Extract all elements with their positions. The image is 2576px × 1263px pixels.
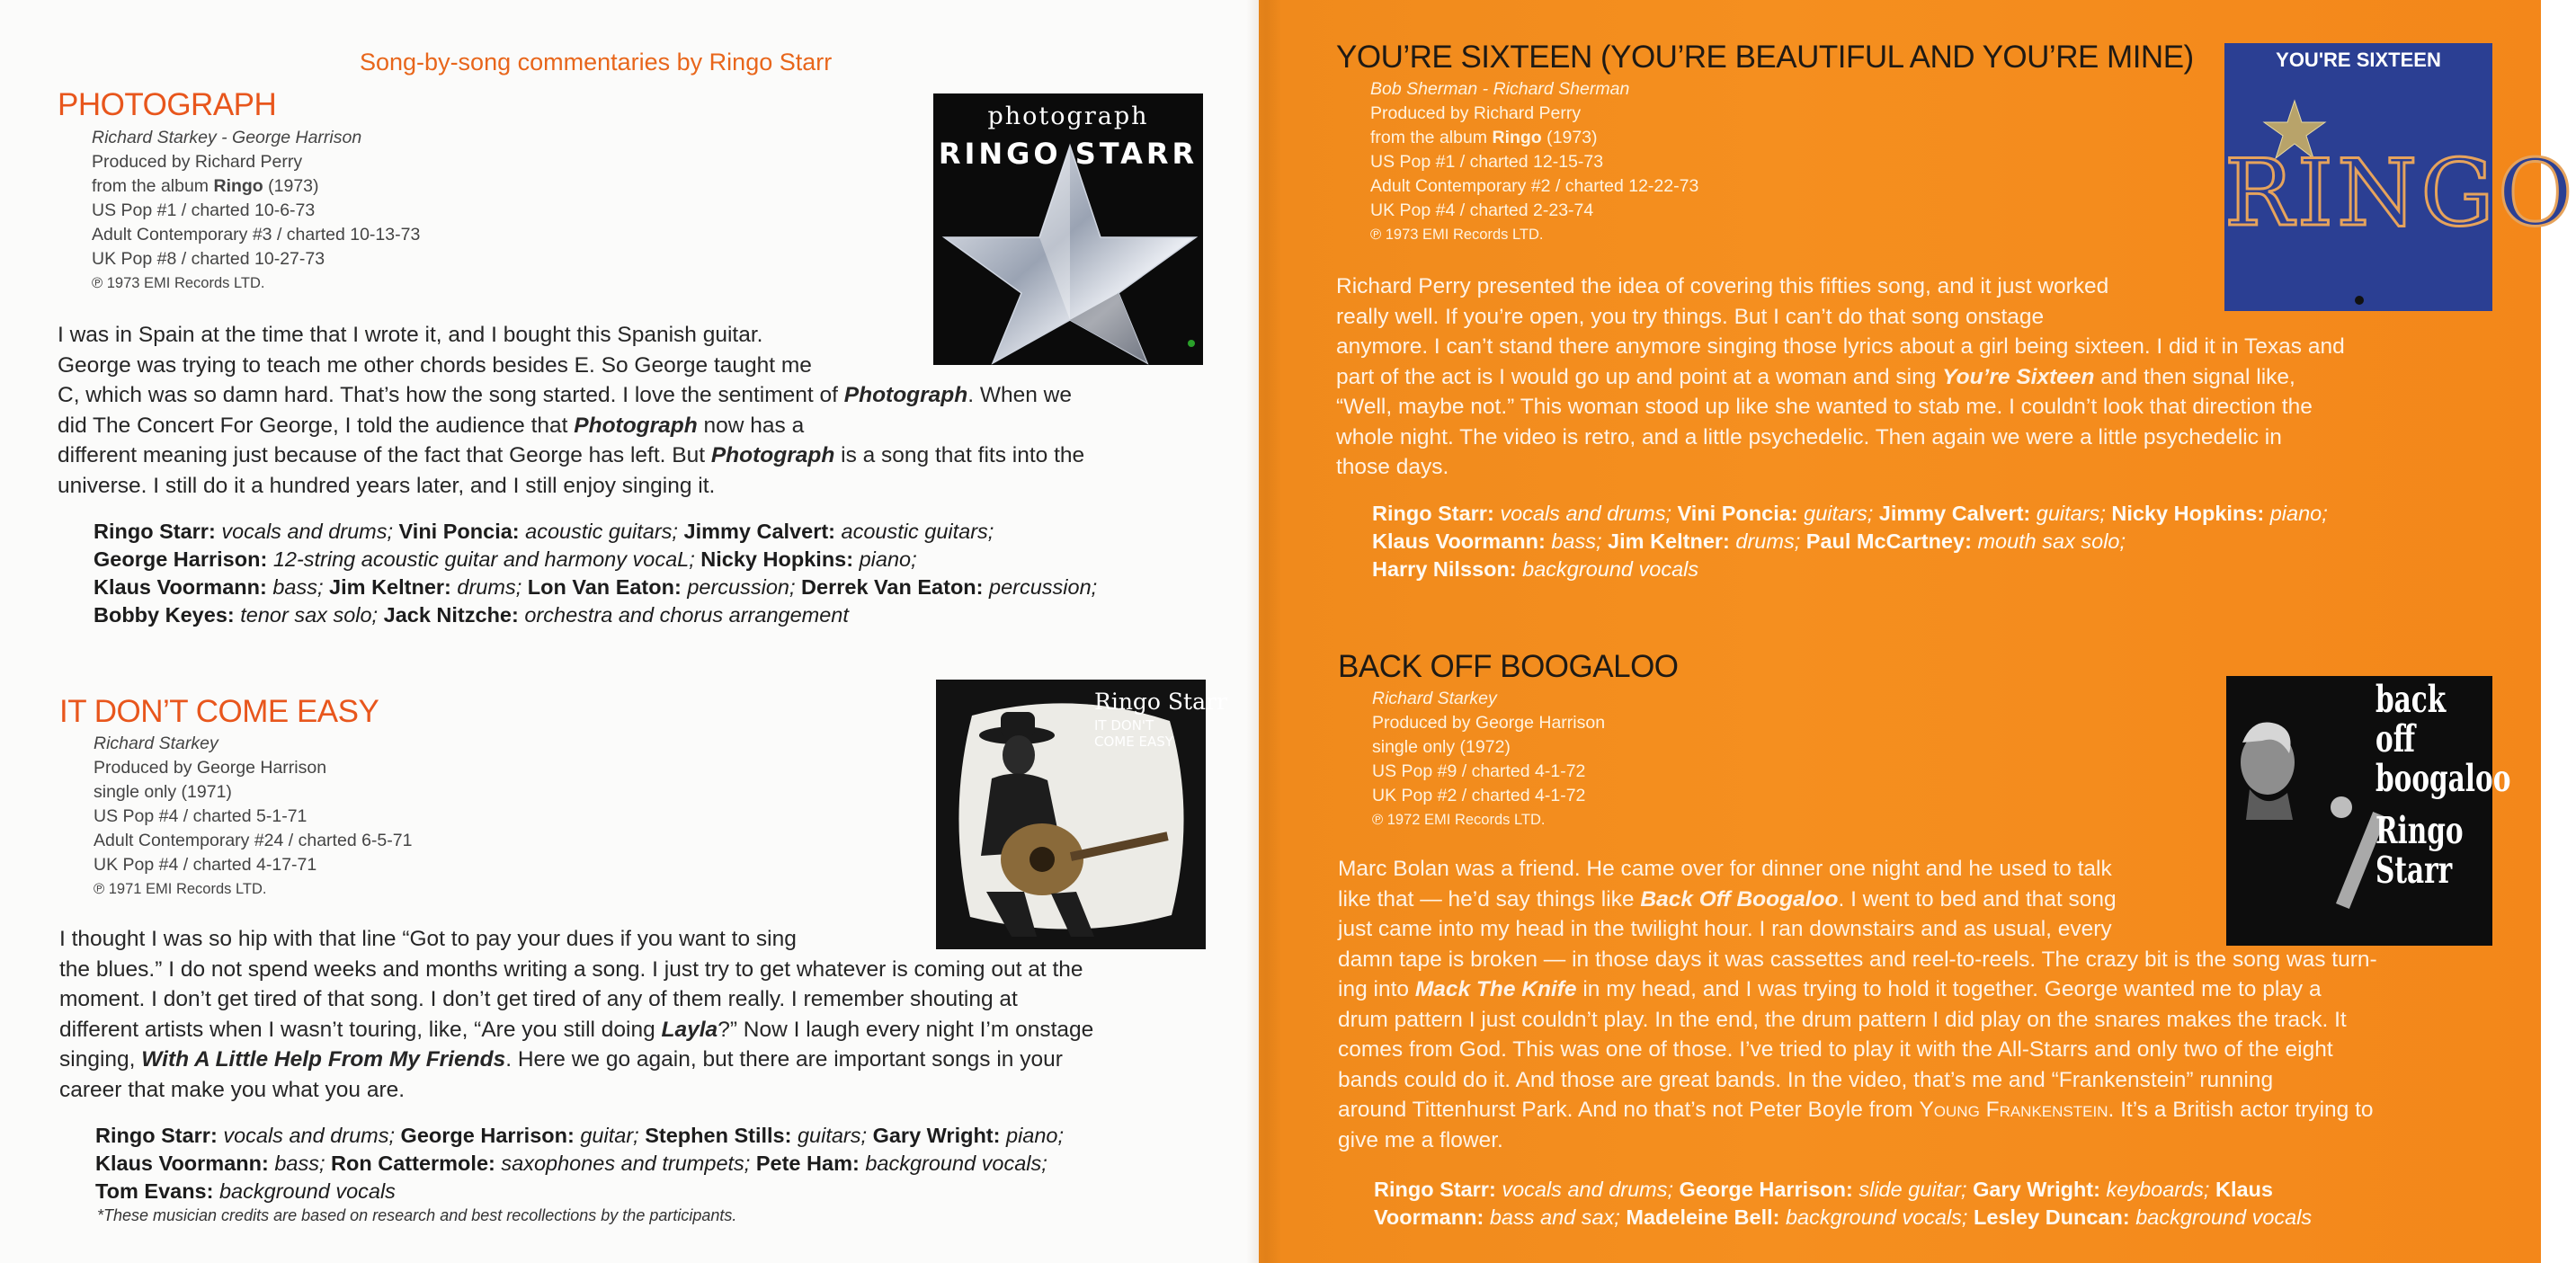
song-title-back-off-boogaloo: BACK OFF BOOGALOO (1338, 649, 1679, 684)
credit-line: Ringo Starr: vocals and drums; Vini Poncia: acoustic guitars; Jimmy Calvert: acoustic guitars; (94, 520, 994, 543)
story-line: C, which was so damn hard. That’s how the song started. I love the sentiment of Photograph. When we (58, 383, 1072, 407)
story-line: singing, With A Little Help From My Friends. Here we go again, but there are important songs in your (59, 1047, 1063, 1072)
credit-line: Klaus Voormann: bass; Ron Cattermole: saxophones and trumpets; Pete Ham: background vocals; (95, 1152, 1047, 1175)
story-youre-sixteen (1336, 271, 2523, 483)
release-line: single only (1972) (1372, 737, 1511, 757)
story-line: I was in Spain at the time that I wrote it, and I bought this Spanish guitar. (58, 323, 763, 347)
svg-text:RINGO STARR: RINGO STARR (938, 137, 1199, 171)
song-meta-back-off-boogaloo (1372, 687, 1605, 832)
cover-title: Ringo Starr (1094, 689, 1227, 715)
writers: Richard Starkey - George Harrison (92, 128, 362, 147)
song-meta-it-dont-come-easy (94, 732, 412, 902)
credits-youre-sixteen (1372, 500, 2328, 583)
story-line: Marc Bolan was a friend. He came over for dinner one night and he used to talk (1338, 857, 2112, 881)
book-gutter (1246, 0, 1282, 1263)
cover-subtitle: IT DON'T COME EASY (1094, 717, 1173, 750)
story-line: bands could do it. And those are great bands. In the video, that’s me and “Frankenstein” running (1338, 1067, 2274, 1092)
credit-line: Klaus Voormann: bass; Jim Keltner: drums; Lon Van Eaton: percussion; Derrek Van Eaton: percussion; (94, 575, 1098, 599)
producer: Produced by Richard Perry (92, 152, 303, 172)
producer: Produced by George Harrison (94, 758, 327, 778)
chart-line: US Pop #1 / charted 12-15-73 (1370, 152, 1604, 172)
chart-line: UK Pop #2 / charted 4-1-72 (1372, 786, 1586, 805)
cover-text: back off boogaloo Ringo Starr (2375, 678, 2511, 892)
left-page (0, 0, 1259, 1263)
copyright: ℗ 1971 EMI Records LTD. (94, 881, 267, 897)
story-line: “Well, maybe not.” This woman stood up like she wanted to stab me. I couldn’t look that direction the (1336, 395, 2313, 419)
story-line: ing into Mack The Knife in my head, and I was trying to hold it together. George wanted me to play a (1338, 977, 2322, 1001)
svg-text:photograph: photograph (987, 102, 1149, 130)
writers: Bob Sherman - Richard Sherman (1370, 79, 1630, 99)
story-line: like that — he’d say things like Back Off Boogaloo. I went to bed and that song (1338, 886, 2117, 912)
song-title-it-dont-come-easy: IT DON’T COME EASY (59, 694, 379, 729)
story-line: comes from God. This was one of those. I’ve tried to play it with the All-Starrs and only two of the eight (1338, 1037, 2333, 1062)
story-line: really well. If you’re open, you try things. But I can’t do that song onstage (1336, 304, 2045, 329)
story-line: different artists when I wasn’t touring, like, “Are you still doing Layla?” Now I laugh every night I’m onstage (59, 1017, 1094, 1042)
story-line: moment. I don’t get tired of that song. I don’t get tired of any of them really. I remember shouting at (59, 987, 1018, 1011)
story-photograph (58, 320, 1226, 501)
credit-line: George Harrison: 12-string acoustic guitar and harmony vocaL; Nicky Hopkins: piano; (94, 547, 917, 571)
writers: Richard Starkey (94, 734, 218, 753)
credit-line: Voormann: bass and sax; Madeleine Bell: background vocals; Lesley Duncan: background vocals (1374, 1205, 2313, 1229)
right-page (1259, 0, 2576, 1263)
story-line: did The Concert For George, I told the audience that Photograph now has a (58, 413, 805, 438)
story-line: career that make you what you are. (59, 1077, 406, 1102)
chart-line: UK Pop #4 / charted 2-23-74 (1370, 200, 1594, 220)
copyright: ℗ 1973 EMI Records LTD. (1370, 227, 1544, 243)
story-line: those days. (1336, 455, 1449, 479)
copyright: ℗ 1973 EMI Records LTD. (92, 275, 265, 291)
song-title-youre-sixteen: YOU’RE SIXTEEN (YOU’RE BEAUTIFUL AND YOU’RE MINE) (1336, 40, 2194, 75)
chart-line: UK Pop #8 / charted 10-27-73 (92, 249, 325, 269)
story-line: anymore. I can’t stand there anymore singing those lyrics about a girl being sixteen. I did it in Texas and (1336, 334, 2345, 359)
producer: Produced by George Harrison (1372, 713, 1606, 733)
story-line: give me a flower. (1338, 1127, 1503, 1152)
credit-line: Bobby Keyes: tenor sax solo; Jack Nitzche: orchestra and chorus arrangement (94, 603, 849, 627)
album-line: from the album Ringo (1973) (1370, 128, 1598, 147)
chart-line: Adult Contemporary #3 / charted 10-13-73 (92, 225, 421, 245)
story-line: part of the act is I would go up and point at a woman and sing You’re Sixteen and then signal like, (1336, 364, 2295, 389)
writers: Richard Starkey (1372, 689, 1497, 708)
footnote: *These musician credits are based on research and best recollections by the participants. (97, 1206, 737, 1224)
story-line: damn tape is broken — in those days it was cassettes and reel-to-reels. The crazy bit is the song was turn- (1338, 947, 2377, 972)
song-meta-youre-sixteen (1370, 77, 1698, 247)
story-line: I thought I was so hip with that line “Got to pay your dues if you want to sing (59, 927, 797, 951)
cover-title: YOU'RE SIXTEEN (2276, 49, 2441, 71)
page-header: Song-by-song commentaries by Ringo Starr (360, 49, 833, 76)
album-cover-it-dont-come-easy (936, 680, 1227, 949)
story-it-dont-come-easy (59, 924, 1246, 1105)
chart-line: US Pop #9 / charted 4-1-72 (1372, 761, 1586, 781)
story-line: around Tittenhurst Park. And no that’s not Peter Boyle from Young Frankenstein. It’s a British actor trying to (1338, 1098, 2374, 1122)
song-meta-photograph (92, 126, 420, 296)
credit-line: Klaus Voormann: bass; Jim Keltner: drums; Paul McCartney: mouth sax solo; (1372, 529, 2126, 553)
song-title-photograph: PHOTOGRAPH (58, 87, 277, 122)
story-line: whole night. The video is retro, and a little psychedelic. Then again we were a little psychedelic in (1336, 424, 2282, 449)
copyright: ℗ 1972 EMI Records LTD. (1372, 812, 1546, 828)
credit-line: Ringo Starr: vocals and drums; George Harrison: slide guitar; Gary Wright: keyboards; Klaus (1374, 1178, 2273, 1201)
release-line: single only (1971) (94, 782, 232, 802)
story-line: the blues.” I do not spend weeks and months writing a song. I just try to get whatever is coming out at the (59, 956, 1083, 982)
credit-line: Ringo Starr: vocals and drums; Vini Poncia: guitars; Jimmy Calvert: guitars; Nicky Hopkins: piano; (1372, 502, 2328, 525)
credits-back-off-boogaloo (1374, 1176, 2312, 1232)
chart-line: US Pop #4 / charted 5-1-71 (94, 806, 308, 826)
credit-line: Ringo Starr: vocals and drums; George Harrison: guitar; Stephen Stills: guitars; Gary Wright: piano; (95, 1124, 1065, 1147)
chart-line: US Pop #1 / charted 10-6-73 (92, 200, 316, 220)
story-line: drum pattern I just couldn’t play. In the end, the drum pattern I did play on the snares makes the track. It (1338, 1007, 2347, 1032)
credits-photograph (94, 518, 1097, 629)
chart-line: Adult Contemporary #2 / charted 12-22-73 (1370, 176, 1699, 196)
story-line: universe. I still do it a hundred years later, and I still enjoy singing it. (58, 473, 716, 498)
producer: Produced by Richard Perry (1370, 103, 1582, 123)
album-line: from the album Ringo (1973) (92, 176, 319, 196)
credit-line: Harry Nilsson: background vocals (1372, 557, 1699, 581)
credit-line: Tom Evans: background vocals (95, 1179, 396, 1203)
credits-it-dont-come-easy (95, 1122, 1064, 1205)
story-line: different meaning just because of the fact that George has left. But Photograph is a song that fits into the (58, 443, 1085, 467)
story-line: George was trying to teach me other chords besides E. So George taught me (58, 352, 812, 378)
story-back-off-boogaloo (1338, 854, 2525, 1155)
chart-line: UK Pop #4 / charted 4-17-71 (94, 855, 317, 875)
story-line: just came into my head in the twilight hour. I ran downstairs and as usual, every (1338, 917, 2112, 941)
cover-artist: RINGO (2224, 140, 2576, 247)
chart-line: Adult Contemporary #24 / charted 6-5-71 (94, 831, 413, 850)
story-line: Richard Perry presented the idea of covering this fifties song, and it just worked (1336, 274, 2109, 298)
